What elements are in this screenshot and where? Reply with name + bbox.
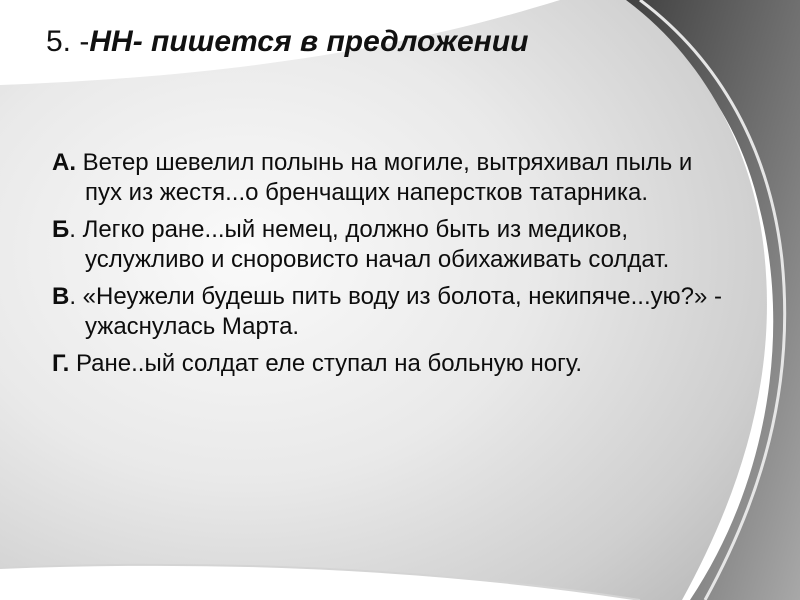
answer-option-a <box>52 148 732 208</box>
option-letter: А. <box>52 149 76 176</box>
option-text: . «Неужели будешь пить воду из болота, некипяче...ую?» - ужаснулась Марта. <box>69 283 722 340</box>
option-text: . Легко ране...ый немец, должно быть из медиков, услужливо и сноровисто начал обихаживать солдат. <box>69 216 670 273</box>
answer-options-list <box>52 148 732 386</box>
option-letter: Б <box>52 216 70 243</box>
answer-option-v <box>52 282 732 342</box>
option-letter: В <box>52 283 70 310</box>
answer-option-b <box>52 215 732 275</box>
slide-title <box>46 22 766 62</box>
option-letter: Г. <box>52 350 70 377</box>
slide-title-emphasis: НН- пишется в предложении <box>89 25 529 58</box>
option-text: Ране..ый солдат еле ступал на больную ногу. <box>69 350 583 377</box>
option-text: Ветер шевелил полынь на могиле, вытряхивал пыль и пух из жестя...о бренчащих наперстков татарника. <box>76 149 693 206</box>
slide-title-number: 5. - <box>46 25 90 58</box>
answer-option-g <box>52 349 732 379</box>
